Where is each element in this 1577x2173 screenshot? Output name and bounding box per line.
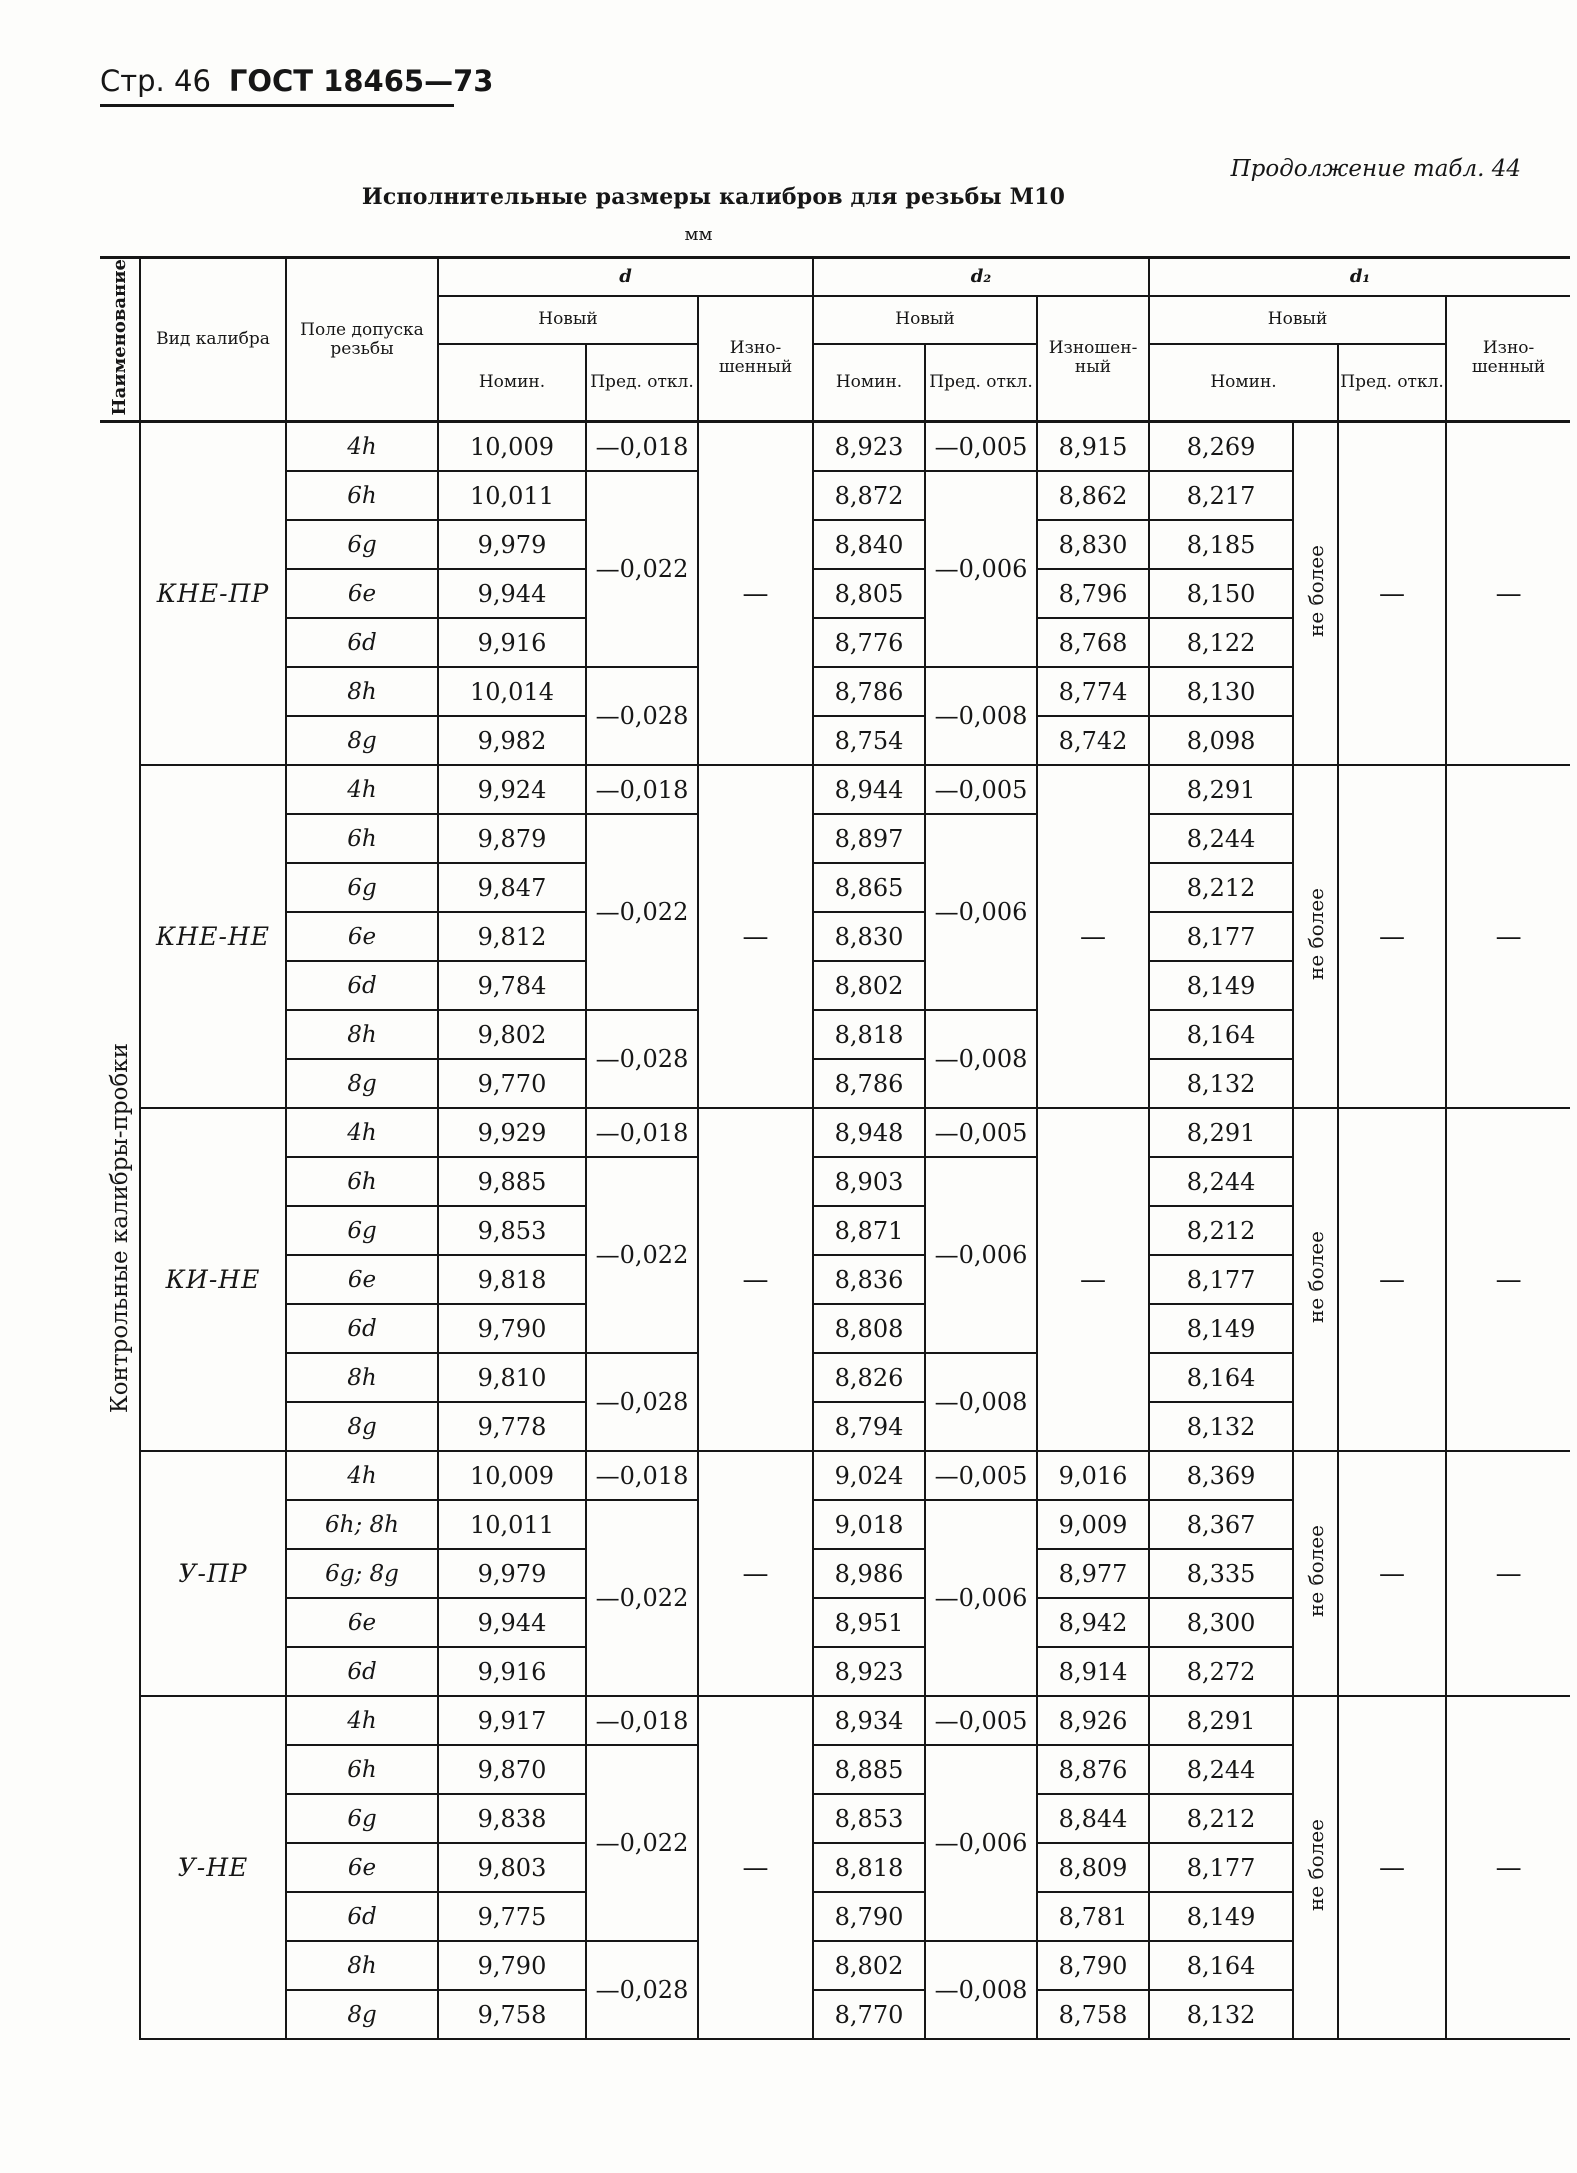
- d1-nominal: 8,098: [1149, 716, 1293, 765]
- d1-note-cell: [1293, 1696, 1338, 2039]
- tolerance-field: 6g: [286, 1206, 438, 1255]
- d2-nominal: 8,802: [813, 1941, 925, 1990]
- col-d: d: [438, 258, 813, 296]
- d1-nominal: 8,291: [1149, 1696, 1293, 1745]
- d2-nominal: 8,897: [813, 814, 925, 863]
- d1-nominal: 8,185: [1149, 520, 1293, 569]
- tolerance-field: 6d: [286, 961, 438, 1010]
- d-nominal: 9,803: [438, 1843, 586, 1892]
- d1-deviation: —: [1338, 1451, 1446, 1696]
- d2-nominal: 8,865: [813, 863, 925, 912]
- d2-worn: —: [1037, 765, 1149, 1108]
- d-deviation: —0,022: [586, 1157, 698, 1353]
- d2-nominal: 8,790: [813, 1892, 925, 1941]
- d2-nominal: 8,786: [813, 667, 925, 716]
- tolerance-field: 4h: [286, 422, 438, 472]
- d-nominal: 9,979: [438, 1549, 586, 1598]
- d-nominal: 9,770: [438, 1059, 586, 1108]
- col-d2-deviation: Пред. откл.: [925, 344, 1037, 422]
- d1-worn: —: [1446, 1108, 1570, 1451]
- d1-worn: —: [1446, 765, 1570, 1108]
- d-worn: —: [698, 765, 813, 1108]
- d-nominal: 9,847: [438, 863, 586, 912]
- d-deviation: —0,018: [586, 422, 698, 472]
- d2-worn: 8,862: [1037, 471, 1149, 520]
- d1-nominal: 8,244: [1149, 1745, 1293, 1794]
- gauge-dimensions-table: [100, 256, 1570, 2040]
- d-nominal: 9,790: [438, 1304, 586, 1353]
- table-body: [100, 422, 1570, 2040]
- d-nominal: 9,944: [438, 1598, 586, 1647]
- d1-nominal: 8,150: [1149, 569, 1293, 618]
- tolerance-field: 8h: [286, 667, 438, 716]
- d1-nominal: 8,244: [1149, 1157, 1293, 1206]
- d2-nominal: 8,923: [813, 1647, 925, 1696]
- d2-nominal: 8,794: [813, 1402, 925, 1451]
- table-title: [0, 184, 1577, 210]
- d1-nominal: 8,217: [1149, 471, 1293, 520]
- tolerance-field: 8g: [286, 1990, 438, 2039]
- d-deviation: —0,018: [586, 765, 698, 814]
- tolerance-field: 6h: [286, 1745, 438, 1794]
- tolerance-field: 8h: [286, 1010, 438, 1059]
- d2-worn: 8,914: [1037, 1647, 1149, 1696]
- col-d2-nominal: Номин.: [813, 344, 925, 422]
- not-more-note: не более: [1303, 1524, 1328, 1617]
- d2-worn: 8,790: [1037, 1941, 1149, 1990]
- col-d-deviation: Пред. откл.: [586, 344, 698, 422]
- col-d1-deviation: Пред. откл.: [1338, 344, 1446, 422]
- d1-deviation: —: [1338, 765, 1446, 1108]
- d2-nominal: 8,802: [813, 961, 925, 1010]
- d2-worn: 8,742: [1037, 716, 1149, 765]
- d2-nominal: 8,776: [813, 618, 925, 667]
- tolerance-field: 6g: [286, 1794, 438, 1843]
- d1-nominal: 8,177: [1149, 1843, 1293, 1892]
- d-nominal: 9,812: [438, 912, 586, 961]
- d-nominal: 9,853: [438, 1206, 586, 1255]
- d1-nominal: 8,130: [1149, 667, 1293, 716]
- d1-nominal: 8,335: [1149, 1549, 1293, 1598]
- d2-worn: —: [1037, 1108, 1149, 1451]
- tolerance-field: 6d: [286, 1892, 438, 1941]
- d1-nominal: 8,164: [1149, 1941, 1293, 1990]
- col-d-nominal: Номин.: [438, 344, 586, 422]
- d2-nominal: 8,951: [813, 1598, 925, 1647]
- d1-nominal: 8,300: [1149, 1598, 1293, 1647]
- tolerance-field: 6e: [286, 1843, 438, 1892]
- d2-deviation: —0,008: [925, 1941, 1037, 2039]
- d1-nominal: 8,291: [1149, 765, 1293, 814]
- col-d2-new: Новый: [813, 296, 1037, 344]
- d1-nominal: 8,272: [1149, 1647, 1293, 1696]
- d-nominal: 9,758: [438, 1990, 586, 2039]
- d2-worn: 8,926: [1037, 1696, 1149, 1745]
- d-deviation: —0,022: [586, 1745, 698, 1941]
- standard-number: ГОСТ 18465—73: [228, 64, 494, 98]
- tolerance-field: 6d: [286, 618, 438, 667]
- d2-worn: 8,942: [1037, 1598, 1149, 1647]
- d-nominal: 9,784: [438, 961, 586, 1010]
- d1-nominal: 8,149: [1149, 1304, 1293, 1353]
- tolerance-field: 4h: [286, 1108, 438, 1157]
- d-nominal: 9,924: [438, 765, 586, 814]
- table-unit: [0, 224, 1577, 245]
- d1-nominal: 8,269: [1149, 422, 1293, 472]
- page-number: Стр. 46: [100, 64, 211, 98]
- d2-worn: 8,781: [1037, 1892, 1149, 1941]
- d-nominal: 9,870: [438, 1745, 586, 1794]
- tolerance-field: 6d: [286, 1647, 438, 1696]
- tolerance-field: 4h: [286, 1451, 438, 1500]
- d1-nominal: 8,367: [1149, 1500, 1293, 1549]
- d1-nominal: 8,212: [1149, 863, 1293, 912]
- d1-deviation: —: [1338, 1696, 1446, 2039]
- d2-worn: 8,844: [1037, 1794, 1149, 1843]
- gauge-kind: У-ПР: [140, 1451, 286, 1696]
- d1-worn: —: [1446, 1696, 1570, 2039]
- d-nominal: 9,885: [438, 1157, 586, 1206]
- d-deviation: —0,028: [586, 1941, 698, 2039]
- d2-nominal: 9,024: [813, 1451, 925, 1500]
- col-d-worn: Изно-шенный: [698, 296, 813, 422]
- col-d2-worn: Изношен-ный: [1037, 296, 1149, 422]
- table-row: [100, 1108, 1570, 1157]
- d-deviation: —0,018: [586, 1451, 698, 1500]
- d-nominal: 9,790: [438, 1941, 586, 1990]
- tolerance-field: 6g: [286, 863, 438, 912]
- d-nominal: 9,917: [438, 1696, 586, 1745]
- tolerance-field: 6h: [286, 471, 438, 520]
- not-more-note: не более: [1303, 544, 1328, 637]
- tolerance-field: 6e: [286, 569, 438, 618]
- d2-deviation: —0,005: [925, 765, 1037, 814]
- tolerance-field: 8g: [286, 1059, 438, 1108]
- d2-worn: 8,977: [1037, 1549, 1149, 1598]
- d2-nominal: 8,885: [813, 1745, 925, 1794]
- d2-deviation: —0,006: [925, 1745, 1037, 1941]
- d2-worn: 9,009: [1037, 1500, 1149, 1549]
- d1-note-cell: [1293, 422, 1338, 766]
- d-nominal: 9,838: [438, 1794, 586, 1843]
- col-d1: d₁: [1149, 258, 1570, 296]
- table-title-text: Исполнительные размеры калибров для резьбы М10: [361, 184, 1066, 210]
- d2-nominal: 8,818: [813, 1010, 925, 1059]
- d2-deviation: —0,005: [925, 1451, 1037, 1500]
- d2-nominal: 8,754: [813, 716, 925, 765]
- d-deviation: —0,028: [586, 667, 698, 765]
- table-unit-text: мм: [684, 224, 713, 245]
- d2-nominal: 8,808: [813, 1304, 925, 1353]
- d2-nominal: 8,818: [813, 1843, 925, 1892]
- table-row: [100, 765, 1570, 814]
- tolerance-field: 6h: [286, 1157, 438, 1206]
- group-label: Контрольные калибры-пробки: [106, 1043, 133, 1414]
- gauge-kind: КНЕ-НЕ: [140, 765, 286, 1108]
- d-worn: —: [698, 1108, 813, 1451]
- d-nominal: 9,916: [438, 1647, 586, 1696]
- header-rule: [100, 104, 454, 107]
- d2-nominal: 8,830: [813, 912, 925, 961]
- d-nominal: 9,818: [438, 1255, 586, 1304]
- d-nominal: 9,979: [438, 520, 586, 569]
- col-d-new: Новый: [438, 296, 698, 344]
- d2-nominal: 8,853: [813, 1794, 925, 1843]
- tolerance-field: 6h; 8h: [286, 1500, 438, 1549]
- d1-deviation: —: [1338, 1108, 1446, 1451]
- continuation-note: Продолжение табл. 44: [1230, 156, 1521, 182]
- d2-nominal: 9,018: [813, 1500, 925, 1549]
- tolerance-field: 6g; 8g: [286, 1549, 438, 1598]
- d1-nominal: 8,244: [1149, 814, 1293, 863]
- d2-nominal: 8,840: [813, 520, 925, 569]
- d1-nominal: 8,291: [1149, 1108, 1293, 1157]
- d2-deviation: —0,008: [925, 1353, 1037, 1451]
- d2-worn: 8,809: [1037, 1843, 1149, 1892]
- page-header: [100, 64, 493, 98]
- d-deviation: —0,028: [586, 1353, 698, 1451]
- not-more-note: не более: [1303, 887, 1328, 980]
- d-nominal: 9,944: [438, 569, 586, 618]
- tolerance-field: 4h: [286, 765, 438, 814]
- d2-deviation: —0,005: [925, 1696, 1037, 1745]
- col-name: Наименование: [100, 258, 140, 422]
- d2-nominal: 8,872: [813, 471, 925, 520]
- d-nominal: 9,775: [438, 1892, 586, 1941]
- col-d1-nominal: Номин.: [1149, 344, 1338, 422]
- tolerance-field: 6e: [286, 912, 438, 961]
- col-d1-worn: Изно-шенный: [1446, 296, 1570, 422]
- d-nominal: 9,929: [438, 1108, 586, 1157]
- d2-worn: 8,915: [1037, 422, 1149, 472]
- d2-deviation: —0,005: [925, 422, 1037, 472]
- col-field: Поле допуска резьбы: [286, 258, 438, 422]
- d1-nominal: 8,122: [1149, 618, 1293, 667]
- d2-deviation: —0,006: [925, 1157, 1037, 1353]
- d-nominal: 9,916: [438, 618, 586, 667]
- d2-nominal: 8,986: [813, 1549, 925, 1598]
- d2-deviation: —0,006: [925, 1500, 1037, 1696]
- d-nominal: 10,011: [438, 471, 586, 520]
- d2-deviation: —0,008: [925, 667, 1037, 765]
- d1-nominal: 8,164: [1149, 1353, 1293, 1402]
- d-nominal: 9,802: [438, 1010, 586, 1059]
- d1-note-cell: [1293, 1108, 1338, 1451]
- table-row: [100, 422, 1570, 472]
- d-nominal: 9,982: [438, 716, 586, 765]
- d2-nominal: 8,770: [813, 1990, 925, 2039]
- tolerance-field: 8h: [286, 1941, 438, 1990]
- col-d2: d₂: [813, 258, 1149, 296]
- gauge-kind: У-НЕ: [140, 1696, 286, 2039]
- tolerance-field: 4h: [286, 1696, 438, 1745]
- d-worn: —: [698, 422, 813, 766]
- d2-nominal: 8,786: [813, 1059, 925, 1108]
- d2-worn: 8,876: [1037, 1745, 1149, 1794]
- tolerance-field: 8g: [286, 716, 438, 765]
- d2-deviation: —0,005: [925, 1108, 1037, 1157]
- col-d1-new: Новый: [1149, 296, 1446, 344]
- d1-nominal: 8,132: [1149, 1990, 1293, 2039]
- d1-nominal: 8,177: [1149, 912, 1293, 961]
- d1-nominal: 8,132: [1149, 1402, 1293, 1451]
- not-more-note: не более: [1303, 1230, 1328, 1323]
- d-nominal: 10,011: [438, 1500, 586, 1549]
- d2-worn: 8,830: [1037, 520, 1149, 569]
- d2-deviation: —0,006: [925, 814, 1037, 1010]
- d-deviation: —0,018: [586, 1108, 698, 1157]
- tolerance-field: 6e: [286, 1255, 438, 1304]
- d-deviation: —0,022: [586, 1500, 698, 1696]
- d1-nominal: 8,212: [1149, 1206, 1293, 1255]
- d-nominal: 10,009: [438, 422, 586, 472]
- group-label-cell: [100, 422, 140, 2040]
- d-nominal: 10,009: [438, 1451, 586, 1500]
- d1-note-cell: [1293, 765, 1338, 1108]
- d1-worn: —: [1446, 1451, 1570, 1696]
- d2-deviation: —0,008: [925, 1010, 1037, 1108]
- d-nominal: 9,810: [438, 1353, 586, 1402]
- d2-nominal: 8,805: [813, 569, 925, 618]
- d-nominal: 10,014: [438, 667, 586, 716]
- d-deviation: —0,022: [586, 471, 698, 667]
- d2-worn: 8,796: [1037, 569, 1149, 618]
- tolerance-field: 6g: [286, 520, 438, 569]
- d1-nominal: 8,132: [1149, 1059, 1293, 1108]
- gauge-kind: КНЕ-ПР: [140, 422, 286, 766]
- d-deviation: —0,028: [586, 1010, 698, 1108]
- d2-nominal: 8,944: [813, 765, 925, 814]
- d-worn: —: [698, 1696, 813, 2039]
- tolerance-field: 6h: [286, 814, 438, 863]
- d2-nominal: 8,871: [813, 1206, 925, 1255]
- tolerance-field: 8g: [286, 1402, 438, 1451]
- tolerance-field: 8h: [286, 1353, 438, 1402]
- d2-nominal: 8,903: [813, 1157, 925, 1206]
- d2-worn: 9,016: [1037, 1451, 1149, 1500]
- d1-nominal: 8,369: [1149, 1451, 1293, 1500]
- table-row: [100, 1696, 1570, 1745]
- col-kind: Вид калибра: [140, 258, 286, 422]
- d2-nominal: 8,934: [813, 1696, 925, 1745]
- d1-nominal: 8,177: [1149, 1255, 1293, 1304]
- d1-nominal: 8,149: [1149, 961, 1293, 1010]
- d1-deviation: —: [1338, 422, 1446, 766]
- d2-nominal: 8,923: [813, 422, 925, 472]
- not-more-note: не более: [1303, 1818, 1328, 1911]
- d1-nominal: 8,212: [1149, 1794, 1293, 1843]
- tolerance-field: 6d: [286, 1304, 438, 1353]
- gauge-kind: КИ-НЕ: [140, 1108, 286, 1451]
- tolerance-field: 6e: [286, 1598, 438, 1647]
- d2-nominal: 8,948: [813, 1108, 925, 1157]
- d1-note-cell: [1293, 1451, 1338, 1696]
- d-deviation: —0,018: [586, 1696, 698, 1745]
- d1-worn: —: [1446, 422, 1570, 766]
- d2-nominal: 8,826: [813, 1353, 925, 1402]
- d2-deviation: —0,006: [925, 471, 1037, 667]
- d-deviation: —0,022: [586, 814, 698, 1010]
- d1-nominal: 8,149: [1149, 1892, 1293, 1941]
- d-worn: —: [698, 1451, 813, 1696]
- d-nominal: 9,879: [438, 814, 586, 863]
- d2-worn: 8,758: [1037, 1990, 1149, 2039]
- d2-worn: 8,768: [1037, 618, 1149, 667]
- d-nominal: 9,778: [438, 1402, 586, 1451]
- table-row: [100, 1451, 1570, 1500]
- d2-worn: 8,774: [1037, 667, 1149, 716]
- d1-nominal: 8,164: [1149, 1010, 1293, 1059]
- d2-nominal: 8,836: [813, 1255, 925, 1304]
